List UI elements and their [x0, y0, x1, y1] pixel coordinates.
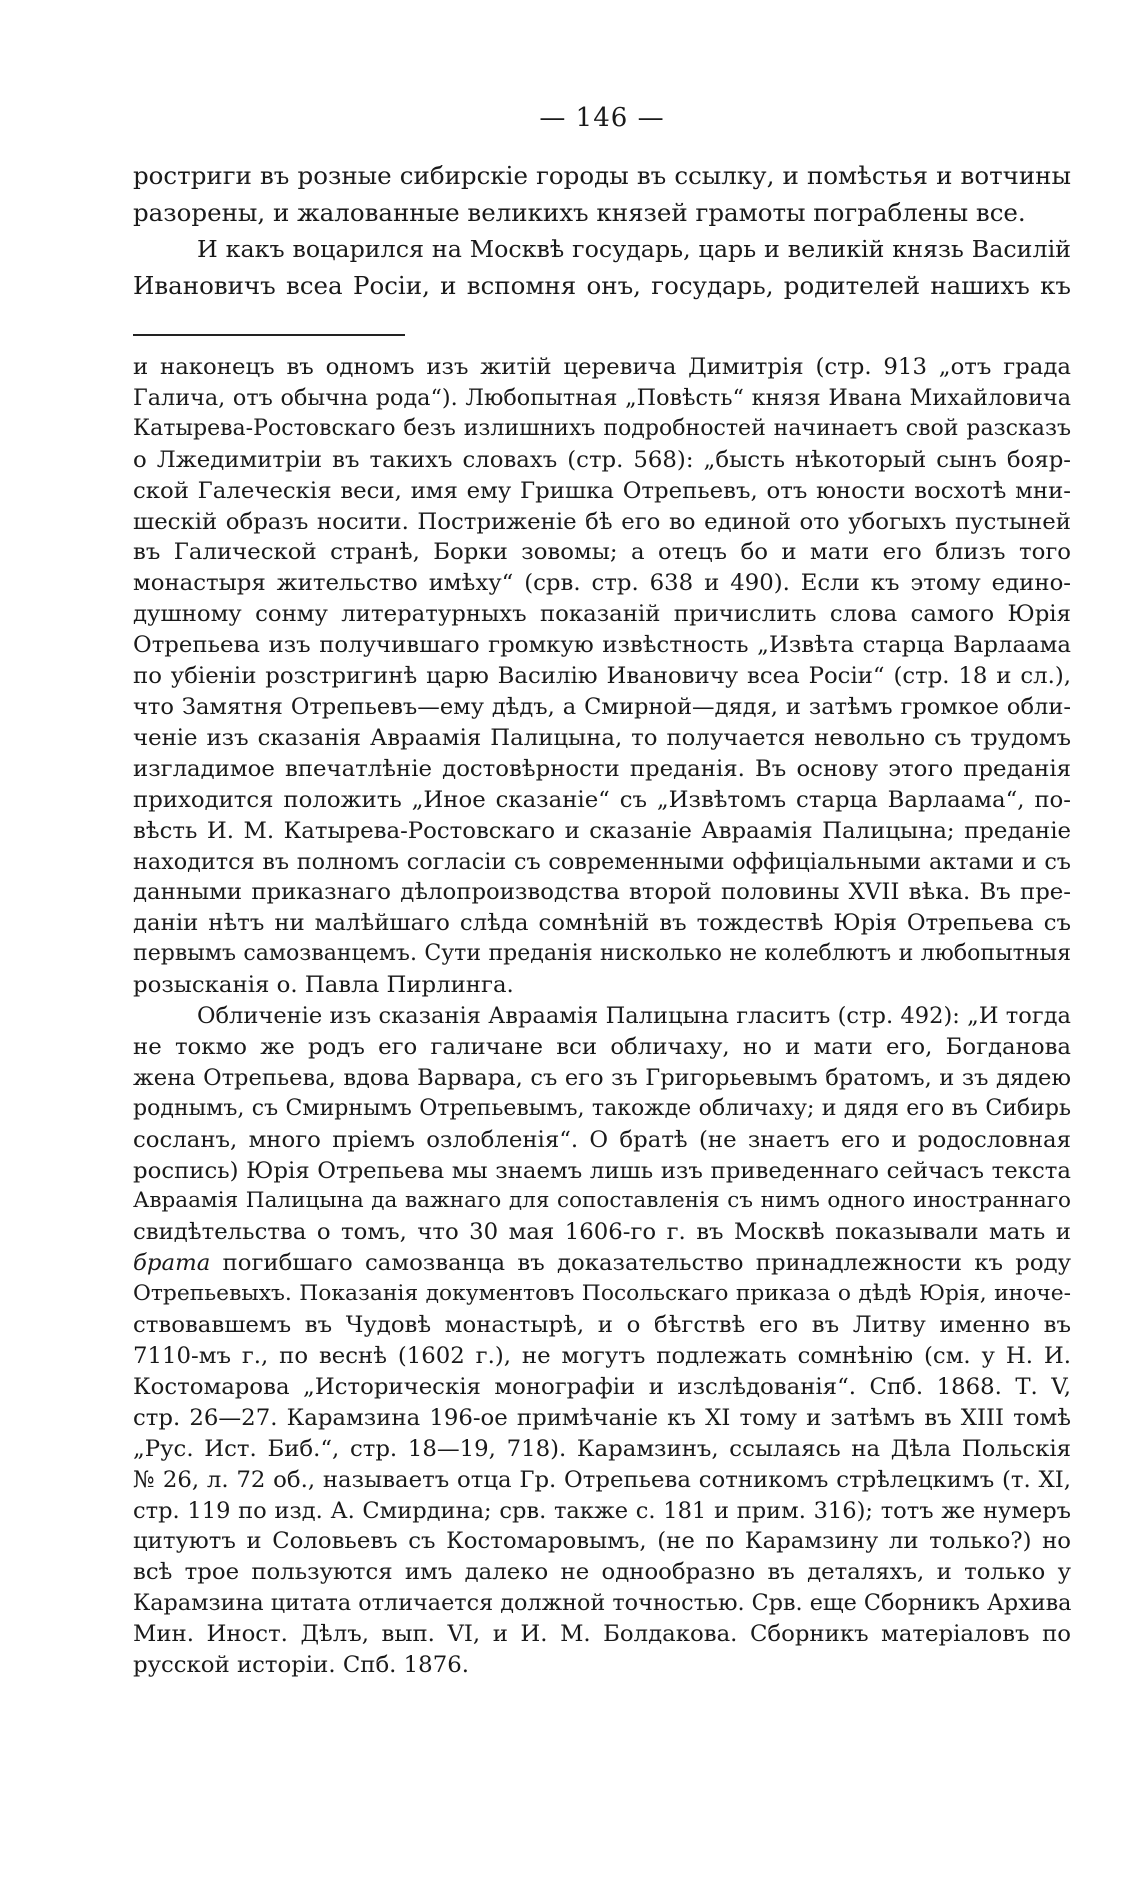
footnote-line: въ Галической странѣ, Борки зовомы; а отецъ бо и мати его близъ того — [133, 539, 1071, 566]
text-line: Ивановичъ всеа Росіи, и вспомня онъ, государь, родителей нашихъ къ — [133, 270, 1071, 300]
footnote-line: данными приказнаго дѣлопроизводства второй половины XVII вѣка. Въ пре- — [133, 879, 1071, 906]
footnote-line: даніи нѣтъ ни малѣйшаго слѣда сомнѣній въ тождествѣ Юрія Отрепьева съ — [133, 910, 1071, 937]
footnote-line: о Лжедимитріи въ такихъ словахъ (стр. 568): „бысть нѣкоторый сынъ бояр- — [133, 446, 1071, 473]
footnote-line-with-italic — [133, 1248, 1071, 1279]
footnote-line: по убіеніи розстригинѣ царю Василію Ивановичу всеа Росіи“ (стр. 18 и сл.), — [133, 663, 1071, 690]
footnote-line: монастыря жительство имѣху“ (срв. стр. 638 и 490). Если къ этому едино- — [133, 570, 1071, 597]
footnote-line: сосланъ, много пріемъ озлобленія“. О братѣ (не знаетъ его и родословная — [133, 1126, 1071, 1153]
footnote-line: душному сонму литературныхъ показаній причислить слова самого Юрія — [133, 601, 1071, 628]
footnote-line-tail: погибшаго самозванца въ доказательство принадлежности къ роду — [210, 1250, 1071, 1277]
footnote-line: ской Галеческія веси, имя ему Гришка Отрепьевъ, отъ юности восхотѣ мни- — [133, 477, 1071, 504]
footnote-paragraph-1 — [133, 352, 1071, 1001]
footnote-line: ченіе изъ сказанія Авраамія Палицына, то получается невольно съ трудомъ — [133, 724, 1071, 751]
footnote-line: Отрепьева изъ получившаго громкую извѣстность „Извѣта старца Варлаама — [133, 632, 1071, 659]
footnote-line: русской исторіи. Спб. 1876. — [133, 1652, 469, 1679]
footnote-line: ствовавшемъ въ Чудовѣ монастырѣ, и о бѣгствѣ его въ Литву именно въ — [133, 1312, 1071, 1339]
footnote-line: № 26, л. 72 об., называетъ отца Гр. Отрепьева сотникомъ стрѣлецкимъ (т. XI, — [133, 1466, 1071, 1493]
book-page — [133, 100, 1071, 1681]
footnote-line: стр. 26—27. Карамзина 196-ое примѣчаніе къ XI тому и затѣмъ въ XIII томѣ — [133, 1404, 1071, 1431]
footnote-line: Мин. Иност. Дѣлъ, вып. VI, и И. М. Болдакова. Сборникъ матеріаловъ по — [133, 1621, 1071, 1648]
italic-word: брата — [133, 1250, 211, 1277]
footnote-line: Катырева-Ростовскаго безъ излишнихъ подробностей начинаетъ свой разсказъ — [133, 415, 1071, 441]
footnote-line: что Замятня Отрепьевъ—ему дѣдъ, а Смирной—дядя, и затѣмъ громкое обли- — [133, 693, 1071, 720]
text-line: разорены, и жалованные великихъ князей грамоты пограблены все. — [133, 197, 1026, 227]
footnote-line: роднымъ, съ Смирнымъ Отрепьевымъ, такожде обличаху; и дядя его въ Сибирь — [133, 1095, 1071, 1121]
footnote-line: Галича, отъ обычна рода“). Любопытная „Повѣсть“ князя Ивана Михайловича — [133, 384, 1071, 411]
main-paragraph-2 — [133, 231, 1071, 304]
main-paragraph-1 — [133, 158, 1071, 231]
footnote-line: Карамзина цитата отличается должной точностью. Срв. еще Сборникъ Архива — [133, 1590, 1072, 1617]
footnote-line: шескій образъ носити. Постриженіе бѣ его во единой ото убогыхъ пустыней — [133, 508, 1071, 535]
page-number: — 146 — — [539, 103, 665, 133]
footnote-line: жена Отрепьева, вдова Варвара, съ его зъ Григорьевымъ братомъ, и зъ дядею — [133, 1064, 1071, 1091]
footnote-line: стр. 119 по изд. А. Смирдина; срв. также с. 181 и прим. 316); тотъ же нумеръ — [133, 1497, 1071, 1524]
text-line: ростриги въ розные сибирскіе городы въ ссылку, и помѣстья и вотчины — [133, 161, 1071, 190]
footnote-line: и наконецъ въ одномъ изъ житій церевича Димитрія (стр. 913 „отъ града — [133, 354, 1071, 380]
footnote-line: розысканія о. Павла Пирлинга. — [133, 972, 514, 999]
footnote-separator — [133, 334, 405, 336]
footnote-line: Авраамія Палицына да важнаго для сопоставленія съ нимъ одного иностраннаго — [133, 1188, 1071, 1214]
footnote-line: „Рус. Ист. Биб.“, стр. 18—19, 718). Карамзинъ, ссылаясь на Дѣла Польскія — [133, 1435, 1071, 1462]
footnote-line: находится въ полномъ согласіи съ современными оффиціальными актами и съ — [133, 848, 1071, 875]
footnote-line: изгладимое впечатлѣніе достовѣрности преданія. Въ основу этого преданія — [133, 755, 1071, 782]
footnote-paragraph-2 — [133, 1001, 1071, 1681]
footnote-line: вѣсть И. М. Катырева-Ростовскаго и сказаніе Авраамія Палицына; преданіе — [133, 817, 1071, 844]
footnote-line: свидѣтельства о томъ, что 30 мая 1606-го г. въ Москвѣ показывали мать и — [133, 1219, 1071, 1246]
footnote-line: приходится положить „Иное сказаніе“ съ „Извѣтомъ старца Варлаама“, по- — [133, 786, 1071, 813]
text-line: И какъ воцарился на Москвѣ государь, царь и великій князь Василій — [197, 235, 1071, 263]
footnote-line: 7110-мъ г., по веснѣ (1602 г.), не могутъ подлежать сомнѣнію (см. у Н. И. — [133, 1343, 1071, 1369]
footnote-line: всѣ трое пользуются имъ далеко не однообразно въ деталяхъ, и только у — [133, 1559, 1071, 1586]
footnote-line: роспись) Юрія Отрепьева мы знаемъ лишь изъ приведеннаго сейчасъ текста — [133, 1157, 1071, 1184]
main-text — [133, 158, 1071, 304]
footnote-line: первымъ самозванцемъ. Сути преданія нисколько не колеблютъ и любопытныя — [133, 941, 1071, 967]
footnote-line: цитуютъ и Соловьевъ съ Костомаровымъ, (не по Карамзину ли только?) но — [133, 1528, 1071, 1555]
footnote-line: Костомарова „Историческія монографіи и изслѣдованія“. Спб. 1868. Т. V, — [133, 1373, 1071, 1400]
footnote-line: не токмо же родъ его галичане вси обличаху, но и мати его, Богданова — [133, 1033, 1071, 1060]
footnote-line: Обличеніе изъ сказанія Авраамія Палицына гласитъ (стр. 492): „И тогда — [197, 1003, 1071, 1030]
footnote-line: Отрепьевыхъ. Показанія документовъ Посольскаго приказа о дѣдѣ Юрія, иноче- — [133, 1281, 1071, 1307]
footnotes — [133, 352, 1071, 1681]
